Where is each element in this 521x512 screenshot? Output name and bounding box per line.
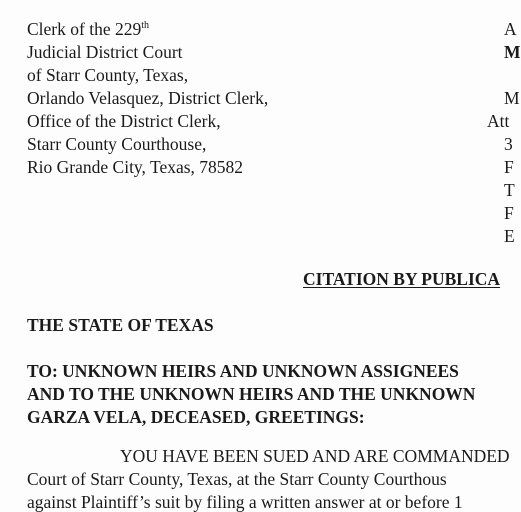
right-block-line-3: M: [504, 88, 520, 108]
document-title: CITATION BY PUBLICA: [303, 269, 501, 289]
right-block-line-1: A: [504, 19, 517, 39]
state-heading: THE STATE OF TEXAS: [27, 315, 214, 335]
clerk-address-line-4: Orlando Velasquez, District Clerk,: [27, 88, 269, 108]
right-block-line-8: F: [504, 203, 514, 223]
body-line-2: Court of Starr County, Texas, at the Starr County Courthous: [27, 469, 447, 489]
right-block-line-7: T: [504, 180, 515, 200]
right-block-line-4: Att: [487, 111, 510, 131]
to-line-2: AND TO THE UNKNOWN HEIRS AND THE UNKNOWN: [27, 384, 476, 404]
clerk-address-line-3: of Starr County, Texas,: [27, 65, 189, 85]
ordinal-suffix: th: [141, 20, 149, 31]
clerk-address-line-5: Office of the District Clerk,: [27, 111, 221, 131]
clerk-address-prefix: Clerk of the 229: [27, 19, 142, 39]
to-line-1: TO: UNKNOWN HEIRS AND UNKNOWN ASSIGNEES: [27, 361, 459, 381]
to-line-3: GARZA VELA, DECEASED, GREETINGS:: [27, 407, 365, 427]
clerk-address-line-1: [27, 19, 149, 39]
right-block-line-9: E: [504, 226, 515, 246]
right-block-line-6: F: [504, 157, 514, 177]
body-line-1: YOU HAVE BEEN SUED AND ARE COMMANDED: [120, 446, 510, 466]
clerk-address-line-7: Rio Grande City, Texas, 78582: [27, 157, 244, 177]
clerk-address-line-6: Starr County Courthouse,: [27, 134, 207, 154]
body-line-3: against Plaintiff’s suit by filing a written answer at or before 1: [27, 492, 463, 512]
right-block-line-5: 3: [504, 134, 513, 154]
clerk-address-line-2: Judicial District Court: [27, 42, 183, 62]
right-block-line-2: M: [504, 42, 521, 62]
